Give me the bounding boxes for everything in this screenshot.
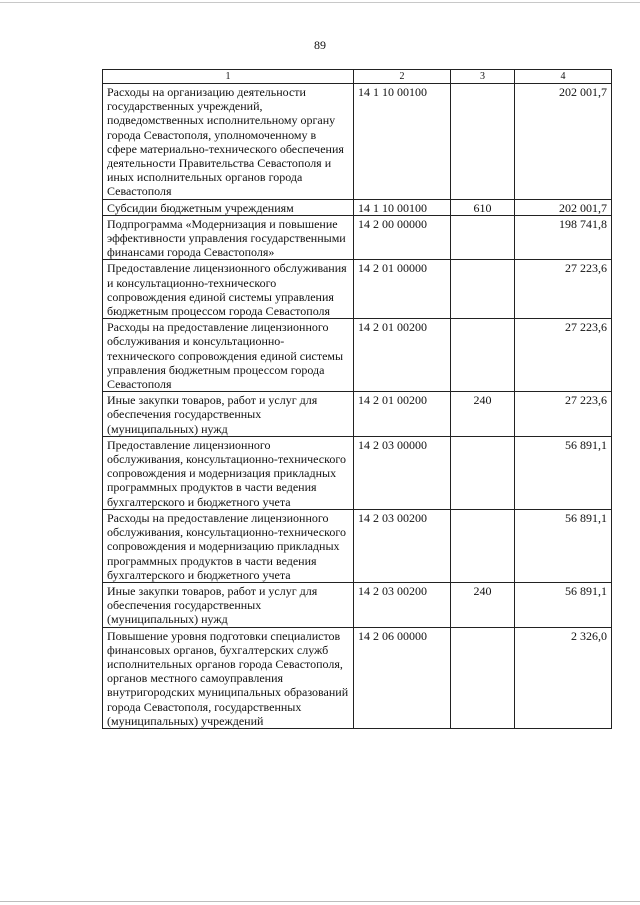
row-code: 14 2 00 00000 bbox=[354, 215, 451, 260]
row-amount: 27 223,6 bbox=[515, 319, 612, 392]
header-col-2: 2 bbox=[354, 70, 451, 84]
table-row bbox=[103, 215, 612, 260]
scan-edge-top bbox=[0, 2, 640, 3]
row-name: Предоставление лицензионного обслуживания, консультационно-технического сопровождения и модернизация прикладных программных продуктов в части ведения бухгалтерского и бюджетного учета bbox=[103, 436, 354, 509]
row-name: Иные закупки товаров, работ и услуг для обеспечения государственных (муниципальных) нужд bbox=[103, 392, 354, 437]
row-type bbox=[451, 436, 515, 509]
row-type: 240 bbox=[451, 392, 515, 437]
table-row bbox=[103, 260, 612, 319]
row-amount: 56 891,1 bbox=[515, 509, 612, 582]
row-code: 14 1 10 00100 bbox=[354, 199, 451, 215]
row-amount: 202 001,7 bbox=[515, 84, 612, 200]
row-name: Повышение уровня подготовки специалистов финансовых органов, бухгалтерских служб исполнительных органов города Севастополя, органов местного самоуправления внутригородских муниципальных образований города Севастополя, государственных (муниципальных) учреждений bbox=[103, 627, 354, 728]
table-row bbox=[103, 582, 612, 627]
row-code: 14 2 03 00200 bbox=[354, 509, 451, 582]
row-name: Субсидии бюджетным учреждениям bbox=[103, 199, 354, 215]
row-type: 240 bbox=[451, 582, 515, 627]
row-name: Иные закупки товаров, работ и услуг для обеспечения государственных (муниципальных) нужд bbox=[103, 582, 354, 627]
row-amount: 56 891,1 bbox=[515, 582, 612, 627]
row-code: 14 2 03 00000 bbox=[354, 436, 451, 509]
row-type bbox=[451, 260, 515, 319]
row-code: 14 1 10 00100 bbox=[354, 84, 451, 200]
row-type bbox=[451, 627, 515, 728]
row-type bbox=[451, 319, 515, 392]
row-type bbox=[451, 215, 515, 260]
table-row bbox=[103, 392, 612, 437]
header-col-4: 4 bbox=[515, 70, 612, 84]
table-row bbox=[103, 319, 612, 392]
row-code: 14 2 01 00000 bbox=[354, 260, 451, 319]
table-row bbox=[103, 84, 612, 200]
page-number: 89 bbox=[314, 38, 326, 52]
row-type: 610 bbox=[451, 199, 515, 215]
scan-edge-bottom bbox=[0, 901, 640, 902]
table-row bbox=[103, 627, 612, 728]
row-code: 14 2 03 00200 bbox=[354, 582, 451, 627]
row-amount: 27 223,6 bbox=[515, 392, 612, 437]
row-name: Подпрограмма «Модернизация и повышение эффективности управления государственными финансами города Севастополя» bbox=[103, 215, 354, 260]
row-amount: 198 741,8 bbox=[515, 215, 612, 260]
table-row bbox=[103, 199, 612, 215]
row-amount: 56 891,1 bbox=[515, 436, 612, 509]
row-name: Предоставление лицензионного обслуживания и консультационно-технического сопровождения единой системы управления бюджетным процессом города Севастополя bbox=[103, 260, 354, 319]
row-amount: 2 326,0 bbox=[515, 627, 612, 728]
row-name: Расходы на организацию деятельности государственных учреждений, подведомственных исполнительному органу города Севастополя, уполномоченному в сфере материально-технического обеспечения деятельности Правительства Севастополя и иных исполнительных органов города Севастополя bbox=[103, 84, 354, 200]
budget-table bbox=[102, 69, 612, 729]
row-type bbox=[451, 509, 515, 582]
row-name: Расходы на предоставление лицензионного обслуживания и консультационно-технического сопровождения единой системы управления бюджетным процессом города Севастополя bbox=[103, 319, 354, 392]
row-amount: 202 001,7 bbox=[515, 199, 612, 215]
header-col-1: 1 bbox=[103, 70, 354, 84]
table-header-row bbox=[103, 70, 612, 84]
table-row bbox=[103, 509, 612, 582]
table-row bbox=[103, 436, 612, 509]
row-code: 14 2 01 00200 bbox=[354, 392, 451, 437]
header-col-3: 3 bbox=[451, 70, 515, 84]
row-amount: 27 223,6 bbox=[515, 260, 612, 319]
row-type bbox=[451, 84, 515, 200]
row-code: 14 2 01 00200 bbox=[354, 319, 451, 392]
row-name: Расходы на предоставление лицензионного обслуживания, консультационно-технического сопровождения и модернизацию прикладных программных продуктов в части ведения бухгалтерского и бюджетного учета bbox=[103, 509, 354, 582]
row-code: 14 2 06 00000 bbox=[354, 627, 451, 728]
